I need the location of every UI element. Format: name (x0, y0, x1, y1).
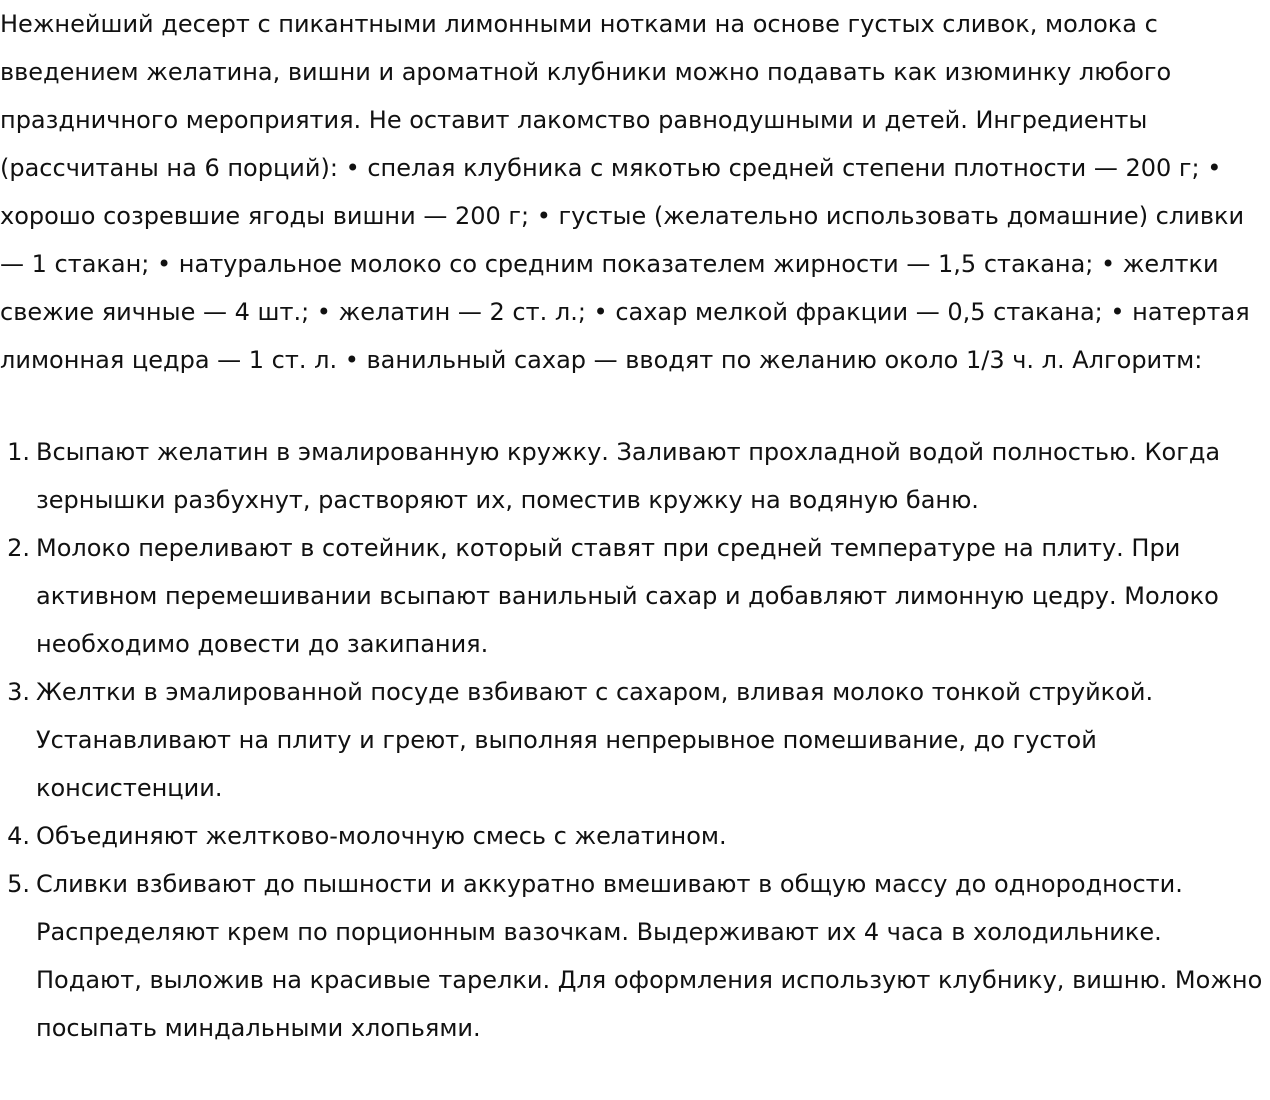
step-number: 2. (7, 534, 30, 562)
recipe-step-1 (0, 428, 1270, 524)
step-text: Молоко переливают в сотейник, который ставят при средней температуре на плиту. При активном перемешивании всыпают ванильный сахар и добавляют лимонную цедру. Молоко необходимо довести до закипания. (36, 534, 1219, 658)
step-number: 4. (7, 822, 30, 850)
recipe-step-3 (0, 668, 1270, 812)
recipe-step-4 (0, 812, 1270, 860)
step-number: 3. (7, 678, 30, 706)
step-text: Желтки в эмалированной посуде взбивают с сахаром, вливая молоко тонкой струйкой. Устанавливают на плиту и греют, выполняя непрерывное помешивание, до густой консистенции. (36, 678, 1154, 802)
step-text: Всыпают желатин в эмалированную кружку. Заливают прохладной водой полностью. Когда зернышки разбухнут, растворяют их, поместив кружку на водяную баню. (36, 438, 1221, 514)
step-text: Объединяют желтково-молочную смесь с желатином. (36, 822, 727, 850)
step-text: Сливки взбивают до пышности и аккуратно вмешивают в общую массу до однородности. Распределяют крем по порционным вазочкам. Выдерживают их 4 часа в холодильнике. Подают, выложив на красивые тарелки. Для оформления используют клубнику, вишню. Можно посыпать миндальными хлопьями. (36, 870, 1263, 1042)
recipe-intro-paragraph: Нежнейший десерт с пикантными лимонными нотками на основе густых сливок, молока с введением желатина, вишни и ароматной клубники можно подавать как изюминку любого праздничного мероприятия. Не оставит лакомство равнодушными и детей. Ингредиенты (рассчитаны на 6 порций): • спелая клубника с мякотью средней степени плотности — 200 г; • хорошо созревшие ягоды вишни — 200 г; • густые (желательно использовать домашние) сливки — 1 стакан; • натуральное молоко со средним показателем жирности — 1,5 стакана; • желтки свежие яичные — 4 шт.; • желатин — 2 ст. л.; • сахар мелкой фракции — 0,5 стакана; • натертая лимонная цедра — 1 ст. л. • ванильный сахар — вводят по желанию около 1/3 ч. л. Алгоритм: (0, 10, 1250, 374)
step-number: 5. (7, 870, 30, 898)
recipe-step-2 (0, 524, 1270, 668)
recipe-step-5 (0, 860, 1270, 1052)
recipe-steps-list (0, 428, 1270, 1052)
step-number: 1. (7, 438, 30, 466)
